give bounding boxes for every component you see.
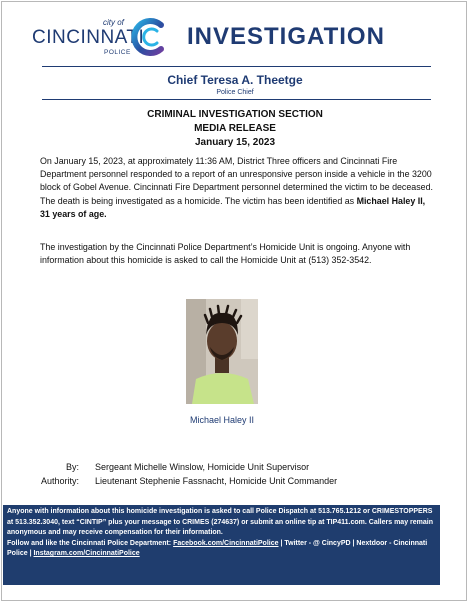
release-heading xyxy=(0,108,470,150)
twitter-nextdoor-text: | Twitter - @ CincyPD | Nextdoor - Cincinnati Police | xyxy=(7,539,428,557)
facebook-link[interactable]: Facebook.com/CincinnatiPolice xyxy=(173,539,279,547)
signature-value-authority: Lieutenant Stephenie Fassnacht, Homicide Unit Commander xyxy=(95,476,338,486)
follow-prefix: Follow and like the Cincinnati Police Department: xyxy=(7,539,174,547)
victim-photo-image xyxy=(186,299,258,404)
signature-label-authority: Authority: xyxy=(40,476,79,486)
signature-label-by: By: xyxy=(65,462,79,472)
section-name: CRIMINAL INVESTIGATION SECTION xyxy=(147,109,323,120)
incident-paragraph xyxy=(40,155,434,221)
instagram-link[interactable]: Instagram.com/CincinnatiPolice xyxy=(33,550,140,557)
c-ring-logo-icon xyxy=(130,17,170,57)
social-follow xyxy=(7,539,436,560)
chief-name: Chief Teresa A. Theetge xyxy=(167,73,303,87)
tip-information: Anyone with information about this homicide investigation is asked to call Police Dispatch at 513.765.1212 or CRIMESTOPPERS at 513.352.3040, text “CINTIP” plus your message to CRIMES (274637) or submit an online tip at TIP411.com. Callers may remain anonymous and may receive compensation for their information. xyxy=(7,508,433,536)
signature-value-by: Sergeant Michelle Winslow, Homicide Unit Supervisor xyxy=(95,462,310,472)
victim-identity: Michael Haley II, 31 years of age. xyxy=(40,195,426,219)
incident-text: On January 15, 2023, at approximately 11:36 AM, District Three officers and Cincinnati Fire Department personnel responded to a report of an unresponsive person inside a vehicle in the 3200 block of Gobel Avenue. Cincinnati Fire Department personnel determined the victim to be deceased. The death is being investigated as a homicide. The victim has been identified as xyxy=(40,156,434,206)
logo-city-of: city of xyxy=(103,18,124,27)
chief-title: Police Chief xyxy=(216,89,254,96)
chief-divider xyxy=(42,99,431,100)
logo-police: POLICE xyxy=(104,49,131,56)
header-divider xyxy=(42,66,431,67)
victim-photo xyxy=(186,299,258,404)
investigation-paragraph: The investigation by the Cincinnati Police Department’s Homicide Unit is ongoing. Anyone with information about this homicide is asked to call the Homicide Unit at (513) 352-3542. xyxy=(40,242,411,266)
logo-wordmark: CINCINNATI xyxy=(32,27,145,48)
contact-footer xyxy=(3,505,440,585)
cincinnati-police-logo xyxy=(32,14,172,60)
document-title: INVESTIGATION xyxy=(187,23,385,50)
release-type: MEDIA RELEASE xyxy=(194,123,276,134)
release-date: January 15, 2023 xyxy=(194,137,276,148)
photo-caption: Michael Haley II xyxy=(189,415,255,425)
